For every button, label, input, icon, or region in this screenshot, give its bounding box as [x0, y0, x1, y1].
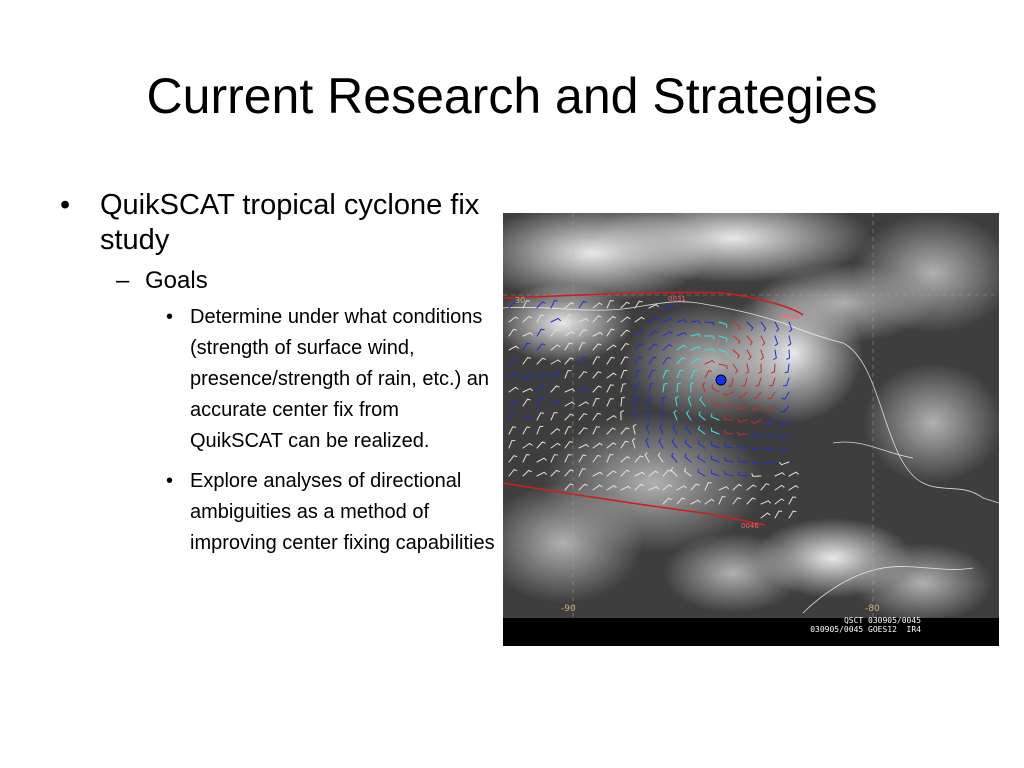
- bullet-text-goal1: Determine under what conditions (strength of surface wind, presence/strength of rain, etc.) an accurate center fix from QuikSCAT can be realized.: [190, 306, 490, 452]
- wind-barb-flag: [698, 455, 699, 458]
- bullet-list: [60, 188, 496, 568]
- wind-barb-flag: [611, 357, 614, 358]
- wind-barb-flag: [653, 357, 656, 358]
- lon-label-right: -80: [865, 604, 880, 614]
- wind-barb: [725, 420, 733, 421]
- wind-barb-flag: [556, 330, 559, 331]
- wind-barb-flag: [584, 301, 587, 302]
- bullet-dot-icon: •: [166, 470, 174, 492]
- swath-label-top-left: 0031: [668, 295, 686, 303]
- wind-barb-flag: [725, 457, 726, 460]
- wind-barb: [634, 412, 635, 420]
- wind-barb-flag: [739, 326, 740, 329]
- bullet-text-quikscat: QuikSCAT tropical cyclone fix study: [100, 189, 480, 256]
- wind-barb-flag: [639, 301, 642, 302]
- wind-barb-flag: [598, 413, 601, 414]
- wind-barb-flag: [625, 441, 628, 442]
- wind-barb-flag: [514, 329, 517, 330]
- wind-barb-flag: [639, 357, 642, 358]
- bullet-text-goals: Goals: [145, 267, 208, 294]
- wind-barb: [725, 406, 733, 407]
- bullet-level3: [60, 302, 496, 457]
- wind-barb-flag: [729, 386, 732, 387]
- wind-barb-flag: [541, 329, 544, 330]
- bullet-dot-icon: •: [166, 306, 174, 328]
- wind-barb-flag: [698, 469, 699, 472]
- bullet-text-goal2: Explore analyses of directional ambiguities as a method of improving center fixing capabilities: [190, 470, 495, 554]
- lon-label-left: -90: [561, 604, 576, 614]
- caption-line-2: 030905/0045 GOES12 IR4: [810, 625, 921, 634]
- wind-barb-flag: [768, 398, 771, 399]
- wind-barb-flag: [598, 456, 601, 457]
- wind-barb: [677, 384, 678, 392]
- caption-line-1: QSCT 030905/0045: [843, 616, 921, 625]
- wind-barb-flag: [637, 384, 640, 385]
- center-fix-marker: [716, 375, 726, 385]
- wind-barb-flag: [651, 384, 654, 385]
- bullet-level2: [60, 266, 496, 296]
- caption-bar: [503, 618, 999, 646]
- wind-barb: [635, 398, 636, 406]
- wind-barb-flag: [611, 329, 614, 330]
- slide-title: Current Research and Strategies: [146, 68, 878, 124]
- bullet-dash-icon: –: [116, 267, 130, 294]
- wind-barb-flag: [739, 341, 740, 344]
- bullet-level1: [60, 188, 496, 258]
- lat-label: 30: [515, 296, 526, 305]
- wind-barb: [705, 322, 713, 323]
- wind-barb-flag: [668, 358, 671, 359]
- wind-barb-flag: [725, 444, 726, 447]
- satellite-image: [503, 213, 999, 646]
- wind-barb-flag: [527, 399, 530, 400]
- wind-barb-flag: [698, 441, 699, 444]
- wind-barb-flag: [793, 511, 796, 512]
- satellite-wind-map: [503, 213, 999, 646]
- wind-barb-flag: [569, 343, 572, 344]
- wind-barb-flag: [724, 430, 725, 433]
- wind-barb: [775, 364, 776, 372]
- wind-barb: [662, 398, 663, 406]
- wind-barb: [789, 350, 790, 358]
- wind-barb-flag: [527, 343, 530, 344]
- swath-label-bottom: 0046: [741, 522, 759, 530]
- wind-barb-flag: [583, 357, 586, 358]
- bullet-level3: [60, 466, 496, 559]
- swath-label-top-right: 0016: [781, 313, 799, 321]
- wind-barb-flag: [664, 383, 667, 384]
- wind-barb-flag: [712, 385, 713, 388]
- bullet-dot-icon: •: [60, 189, 71, 221]
- wind-barb: [739, 475, 747, 476]
